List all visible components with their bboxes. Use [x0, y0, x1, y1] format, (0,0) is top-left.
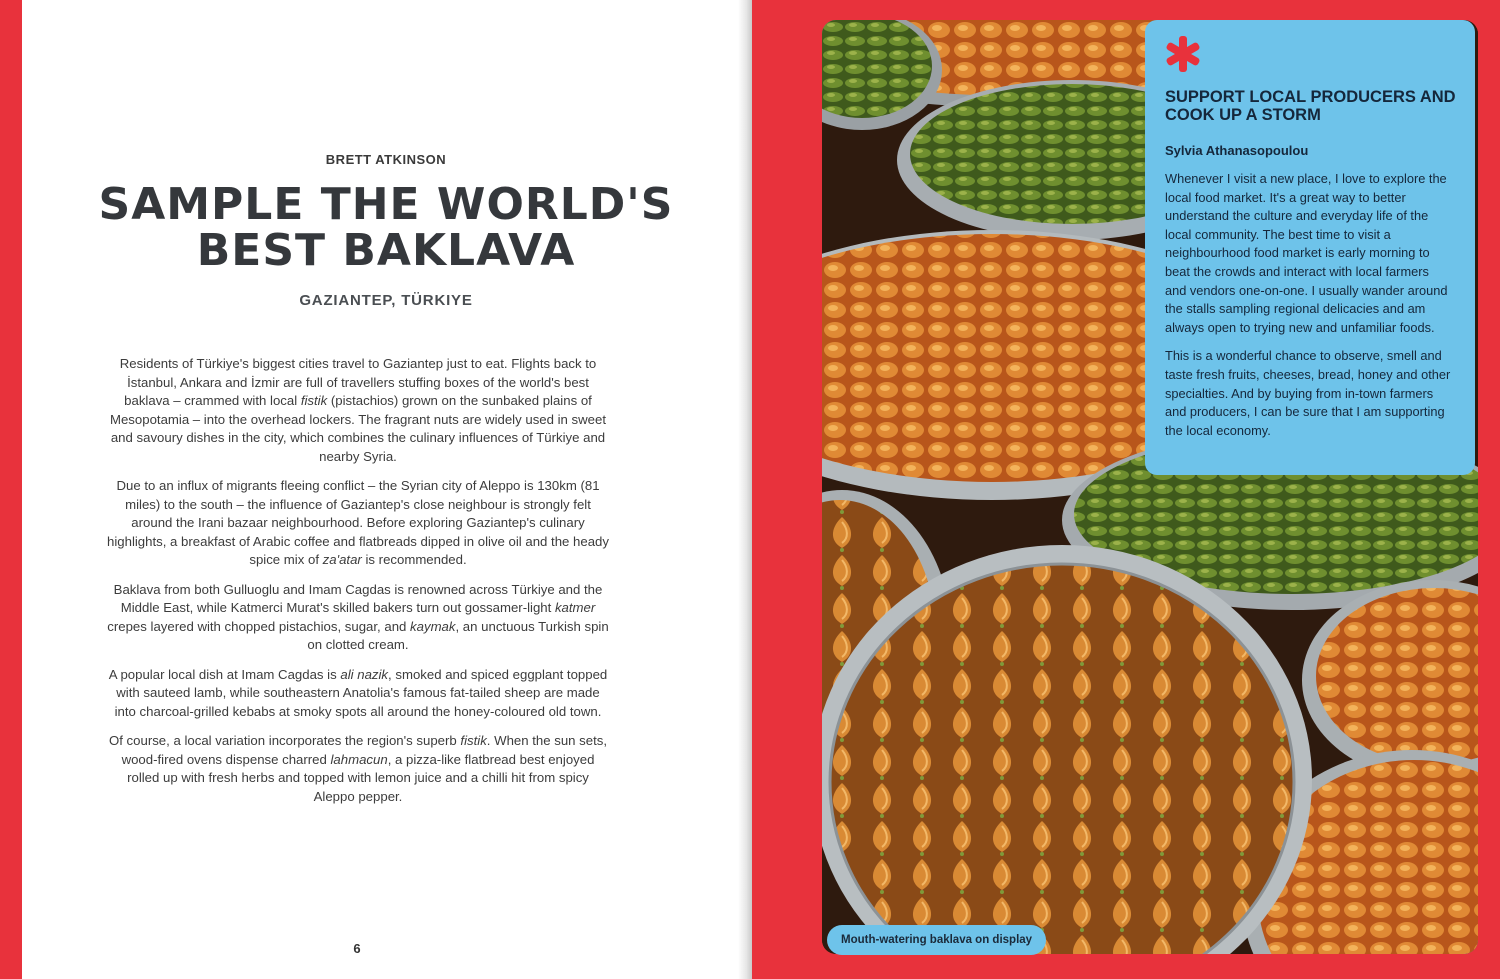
- text-run: , a pizza-like flatbread best enjoyed rolled up with fresh herbs and topped with lemon juice and a chilli hit from spicy Aleppo pepper.: [127, 751, 595, 804]
- sidebar-title: SUPPORT LOCAL PRODUCERS AND COOK UP A STORM: [1165, 88, 1456, 124]
- page-number: 6: [353, 941, 361, 956]
- text-run: A popular local dish at Imam Cagdas is: [108, 666, 341, 682]
- italic-term: ali nazik: [340, 666, 389, 682]
- text-run: Due to an influx of migrants fleeing conflict – the Syrian city of Aleppo is 130km (81 miles) to the south – the influence of Gaziantep's close neighbour is strongly felt around the Irani bazaar neighbourhood. Before exploring Gaziantep's culinary highlights, a breakfast of Arabic coffee and flatbreads dipped in olive oil and the heady spice mix of: [107, 478, 609, 567]
- sidebar-paragraph: Whenever I visit a new place, I love to explore the local food market. It's a great way to better understand the culture and everyday life of the local community. The best time to visit a neighbourhood food market is early morning to beat the crowds and interact with local farmers and vendors one-on-one. I usually wander around the stalls sampling regional delicacies and am always open to trying new and unfamiliar foods.: [1165, 171, 1448, 335]
- sidebar-body: [1165, 170, 1453, 450]
- book-gutter: [738, 0, 752, 979]
- title-line-1: SAMPLE THE WORLD'S: [98, 179, 674, 230]
- text-run: (pistachios) grown on the sunbaked plains of Mesopotamia – into the overhead lockers. The fragrant nuts are widely used in sweet and savoury dishes in the city, which combines the culinary influences of Türkiye and nearby Syria.: [109, 393, 607, 464]
- article-paragraph: [106, 666, 610, 722]
- left-page-edge: [0, 0, 22, 979]
- article-location: GAZIANTEP, TÜRKIYE: [299, 292, 473, 309]
- asterisk-icon: [1163, 34, 1203, 74]
- article-body: [106, 355, 610, 817]
- article-paragraph: [106, 581, 610, 655]
- photo-caption: Mouth-watering baklava on display: [827, 925, 1046, 955]
- article-author: BRETT ATKINSON: [325, 152, 447, 167]
- text-run: . When the sun sets, wood-fired ovens dispense charred: [121, 733, 608, 767]
- article-paragraph: [106, 355, 610, 466]
- italic-term: fistik: [300, 393, 328, 408]
- italic-term: za'atar: [322, 552, 362, 567]
- article-title: [22, 179, 750, 276]
- italic-term: lahmacun: [330, 751, 388, 767]
- text-run: is recommended.: [361, 552, 467, 567]
- article-paragraph: [106, 732, 610, 806]
- sidebar-author: Sylvia Athanasopoulou: [1165, 143, 1309, 158]
- sidebar-box: [1145, 20, 1475, 475]
- text-run: , an unctuous Turkish spin on clotted cream.: [307, 618, 609, 652]
- article-paragraph: [106, 477, 610, 570]
- italic-term: fistik: [460, 733, 487, 748]
- text-run: Residents of Türkiye's biggest cities travel to Gaziantep just to eat. Flights back to İstanbul, Ankara and İzmir are full of travellers stuffing boxes of the world's best baklava – crammed with local: [119, 356, 597, 408]
- text-run: crepes layered with chopped pistachios, sugar, and: [107, 618, 411, 634]
- italic-term: katmer: [554, 600, 596, 615]
- sidebar-paragraph: This is a wonderful chance to observe, smell and taste fresh fruits, cheeses, bread, honey and other specialties. And by buying from in-town farmers and producers, I can be sure that I am supporting the local economy.: [1165, 348, 1451, 438]
- text-run: , smoked and spiced eggplant topped with sauteed lamb, while southeastern Anatolia's famous fat-tailed sheep are made into charcoal-grilled kebabs at smoky spots all around the honey-coloured old town.: [114, 666, 608, 719]
- title-line-2: BEST BAKLAVA: [196, 225, 576, 276]
- italic-term: kaymak: [410, 618, 456, 634]
- text-run: Baklava from both Gulluoglu and Imam Cagdas is renowned across Türkiye and the Middle East, while Katmerci Murat's skilled bakers turn out gossamer-light: [113, 581, 603, 615]
- text-run: Of course, a local variation incorporates the region's superb: [108, 733, 461, 748]
